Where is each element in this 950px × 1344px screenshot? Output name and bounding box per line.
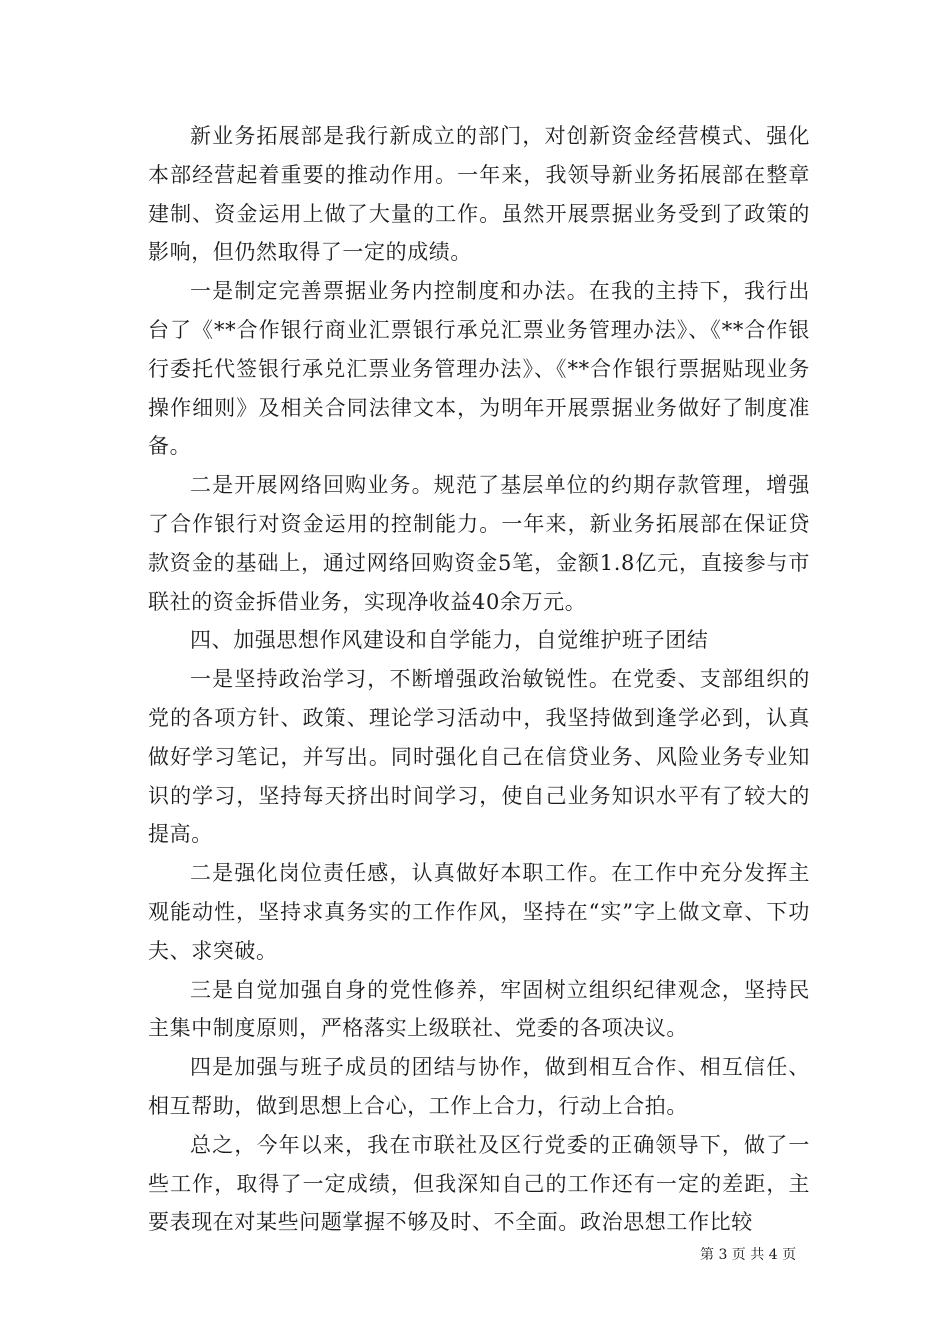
paragraph-party-discipline: 三是自觉加强自身的党性修养，牢固树立组织纪律观念，坚持民主集中制度原则，严格落实上级联社、党委的各项决议。 (148, 977, 810, 1041)
paragraph-bill-control-system: 一是制定完善票据业务内控制度和办法。在我的主持下，我行出台了《**合作银行商业汇票银行承兑汇票业务管理办法》、《**合作银行委托代签银行承兑汇票业务管理办法》、《**合作银行票据贴现业务操作细则》及相关合同法律文本，为明年开展票据业务做好了制度准备。 (148, 279, 810, 459)
page-number-footer: 第 3 页 共 4 页 (700, 1247, 797, 1263)
paragraph-new-business-dept: 新业务拓展部是我行新成立的部门，对创新资金经营模式、强化本部经营起着重要的推动作用。一年来，我领导新业务拓展部在整章建制、资金运用上做了大量的工作。虽然开展票据业务受到了政策的影响，但仍然取得了一定的成绩。 (148, 124, 810, 265)
paragraph-summary: 总之，今年以来，我在市联社及区行党委的正确领导下，做了一些工作，取得了一定成绩，但我深知自己的工作还有一定的差距，主要表现在对某些问题掌握不够及时、不全面。政治思想工作比较 (148, 1132, 810, 1235)
document-body (148, 117, 810, 1242)
paragraph-job-responsibility: 二是强化岗位责任感，认真做好本职工作。在工作中充分发挥主观能动性，坚持求真务实的工作作风，坚持在“实”字上做文章、下功夫、求突破。 (148, 861, 810, 963)
section-heading-four: 四、加强思想作风建设和自学能力，自觉维护班子团结 (190, 628, 709, 653)
paragraph-political-study: 一是坚持政治学习，不断增强政治敏锐性。在党委、支部组织的党的各项方针、政策、理论学习活动中，我坚持做到逢学必到，认真做好学习笔记，并写出。同时强化自己在信贷业务、风险业务专业知识的学习，坚持每天挤出时间学习，使自己业务知识水平有了较大的提高。 (148, 667, 810, 847)
paragraph-team-unity: 四是加强与班子成员的团结与协作，做到相互合作、相互信任、相互帮助，做到思想上合心，工作上合力，行动上合拍。 (148, 1055, 810, 1118)
paragraph-network-repo: 二是开展网络回购业务。规范了基层单位的约期存款管理，增强了合作银行对资金运用的控制能力。一年来，新业务拓展部在保证贷款资金的基础上，通过网络回购资金5笔，金额1.8亿元，直接参与市联社的资金拆借业务，实现净收益40余万元。 (148, 473, 810, 614)
